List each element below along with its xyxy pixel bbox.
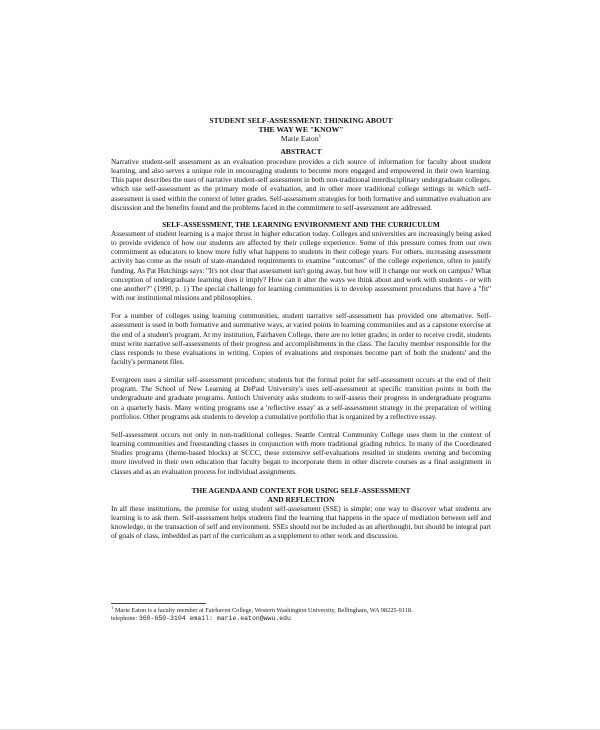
footnote-mark: 1 (111, 604, 114, 610)
footnote-line-2 (111, 615, 491, 623)
footnote (111, 604, 491, 623)
phone-label: telephone: (111, 615, 139, 622)
abstract-heading: ABSTRACT (280, 147, 322, 156)
footnote-line-1 (111, 604, 491, 615)
section-1-paragraph-4: Self-assessment occurs not only in non-traditional colleges. Seattle Central Community College uses them in the context of learning communities and freestanding classes in conjunction with more traditional grading rubrics. In many of the Coordinated Studies programs (theme-based blocks) at SCCC, these extensive self-evaluations resulted in students owning and becoming more involved in their own education that faculty began to incorporate them in other discrete courses as a final assignment in classes and as an evaluation process for individual assignments. (111, 429, 491, 476)
paper-body (111, 116, 491, 540)
section-1-paragraph-2: For a number of colleges using learning communities, student narrative self-assessment has provided one alternative. Self-assessment is used in both formative and summative ways, at varied points in learning communities and as a capstone exercise at the end of a student's program. At my institution, Fairhaven College, there are no letter grades; in order to receive credit, students must write narrative self-assessments of their progress and accomplishments in the class. The faculty member responsible for the class responds to these evaluations in writing. Copies of evaluations and responses become part of both the students' and the faculty's permanent files. (111, 311, 491, 366)
section-1-paragraph-1: Assessment of student learning is a major thrust in higher education today. Colleges and universities are increasingly being asked to provide evidence of how our students are affected by their college experience. Some of this pressure comes from our own commitment as educators to know more fully what happens to students in their college years. For others, increasing assessment activity has come as the result of state-mandated requirements to examine "outcomes" of the college experience, often to justify funding. As Pat Hutchings says: "It's not clear that assessment isn't going away, but how will it change our work on campus? What conception of undergraduate learning does it imply? How can it alter the ways we think about and work with students - or with one another?" (1990, p. 1) The special challenge for learning communities is to develop assessment procedures that have a "fit" with our institutional missions and philosophies. (111, 228, 491, 303)
section-1-paragraph-3: Evergreen uses a similar self-assessment procedure; students but the formal point for self-assessment occurs at the end of their program. The School of New Learning at DePaul University's uses self-assessment at specific transition points in both the undergraduate and graduate programs. Antioch University asks students to self-assess their progress in undergraduate programs on a quarterly basis. Many writing programs use a 'reflective essay' as a self-assessment strategy in the preparation of writing portfolios. Other programs ask students to develop a cumulative portfolio that is organized by a reflective essay. (111, 375, 491, 421)
footnote-text: Marie Eaton is a faculty member at Fairhaven College, Western Washington University, Bellingham, WA 98225-9118. (113, 607, 413, 614)
section-2-heading-line-1: THE AGENDA AND CONTEXT FOR USING SELF-ASSESSMENT (191, 485, 411, 495)
phone-number: 360-650-3104 (138, 615, 186, 622)
author-footnote-mark: 1 (318, 134, 322, 140)
author-name: Marie Eaton (280, 134, 319, 143)
abstract-text: Narrative student-self assessment as an evaluation procedure provides a rich source of information for faculty about student learning, and also serves a unique role in encouraging students to become more engaged and empowered in their own learning. This paper describes the uses of narrative student-self assessment in both non-traditional interdisciplinary undergraduate colleges, which use self-assessment as the primary mode of evaluation, and in other more traditional college settings in which self-assessment is used within the context of letter grades. Self-assessment strategies for both formative and summative evaluation are discussion and the benefits found and the problems faced in the commitment to self-assessment are addressed. (111, 157, 491, 212)
section-1-heading: SELF-ASSESSMENT, THE LEARNING ENVIRONMENT AND THE CURRICULUM (162, 219, 440, 229)
author-line (111, 134, 491, 144)
section-2 (111, 486, 491, 541)
section-2-paragraph: In all these institutions, the premise for using student self-assessment (SSE) is simple; one way to discover what students are learning is to ask them. Self-assessment helps students find the learning that happens in the space of mediation between self and knowledge, in the transaction of self and environment. SSEs should not be included as an afterthought, but should be integral part of goals of class, imbedded as part of the curriculum as a supplement to other work and discussion. (111, 503, 491, 541)
email-label: email: (185, 615, 217, 622)
title-line-2: THE WAY WE "KNOW" (258, 125, 344, 134)
footnote-divider (111, 603, 206, 604)
title-line-1: STUDENT SELF-ASSESSMENT: THINKING ABOUT (209, 116, 393, 125)
email-address: marie.eaton@wwu.edu (216, 615, 291, 622)
paper-title (111, 116, 491, 134)
section-2-heading-line-2: AND REFLECTION (267, 494, 335, 504)
